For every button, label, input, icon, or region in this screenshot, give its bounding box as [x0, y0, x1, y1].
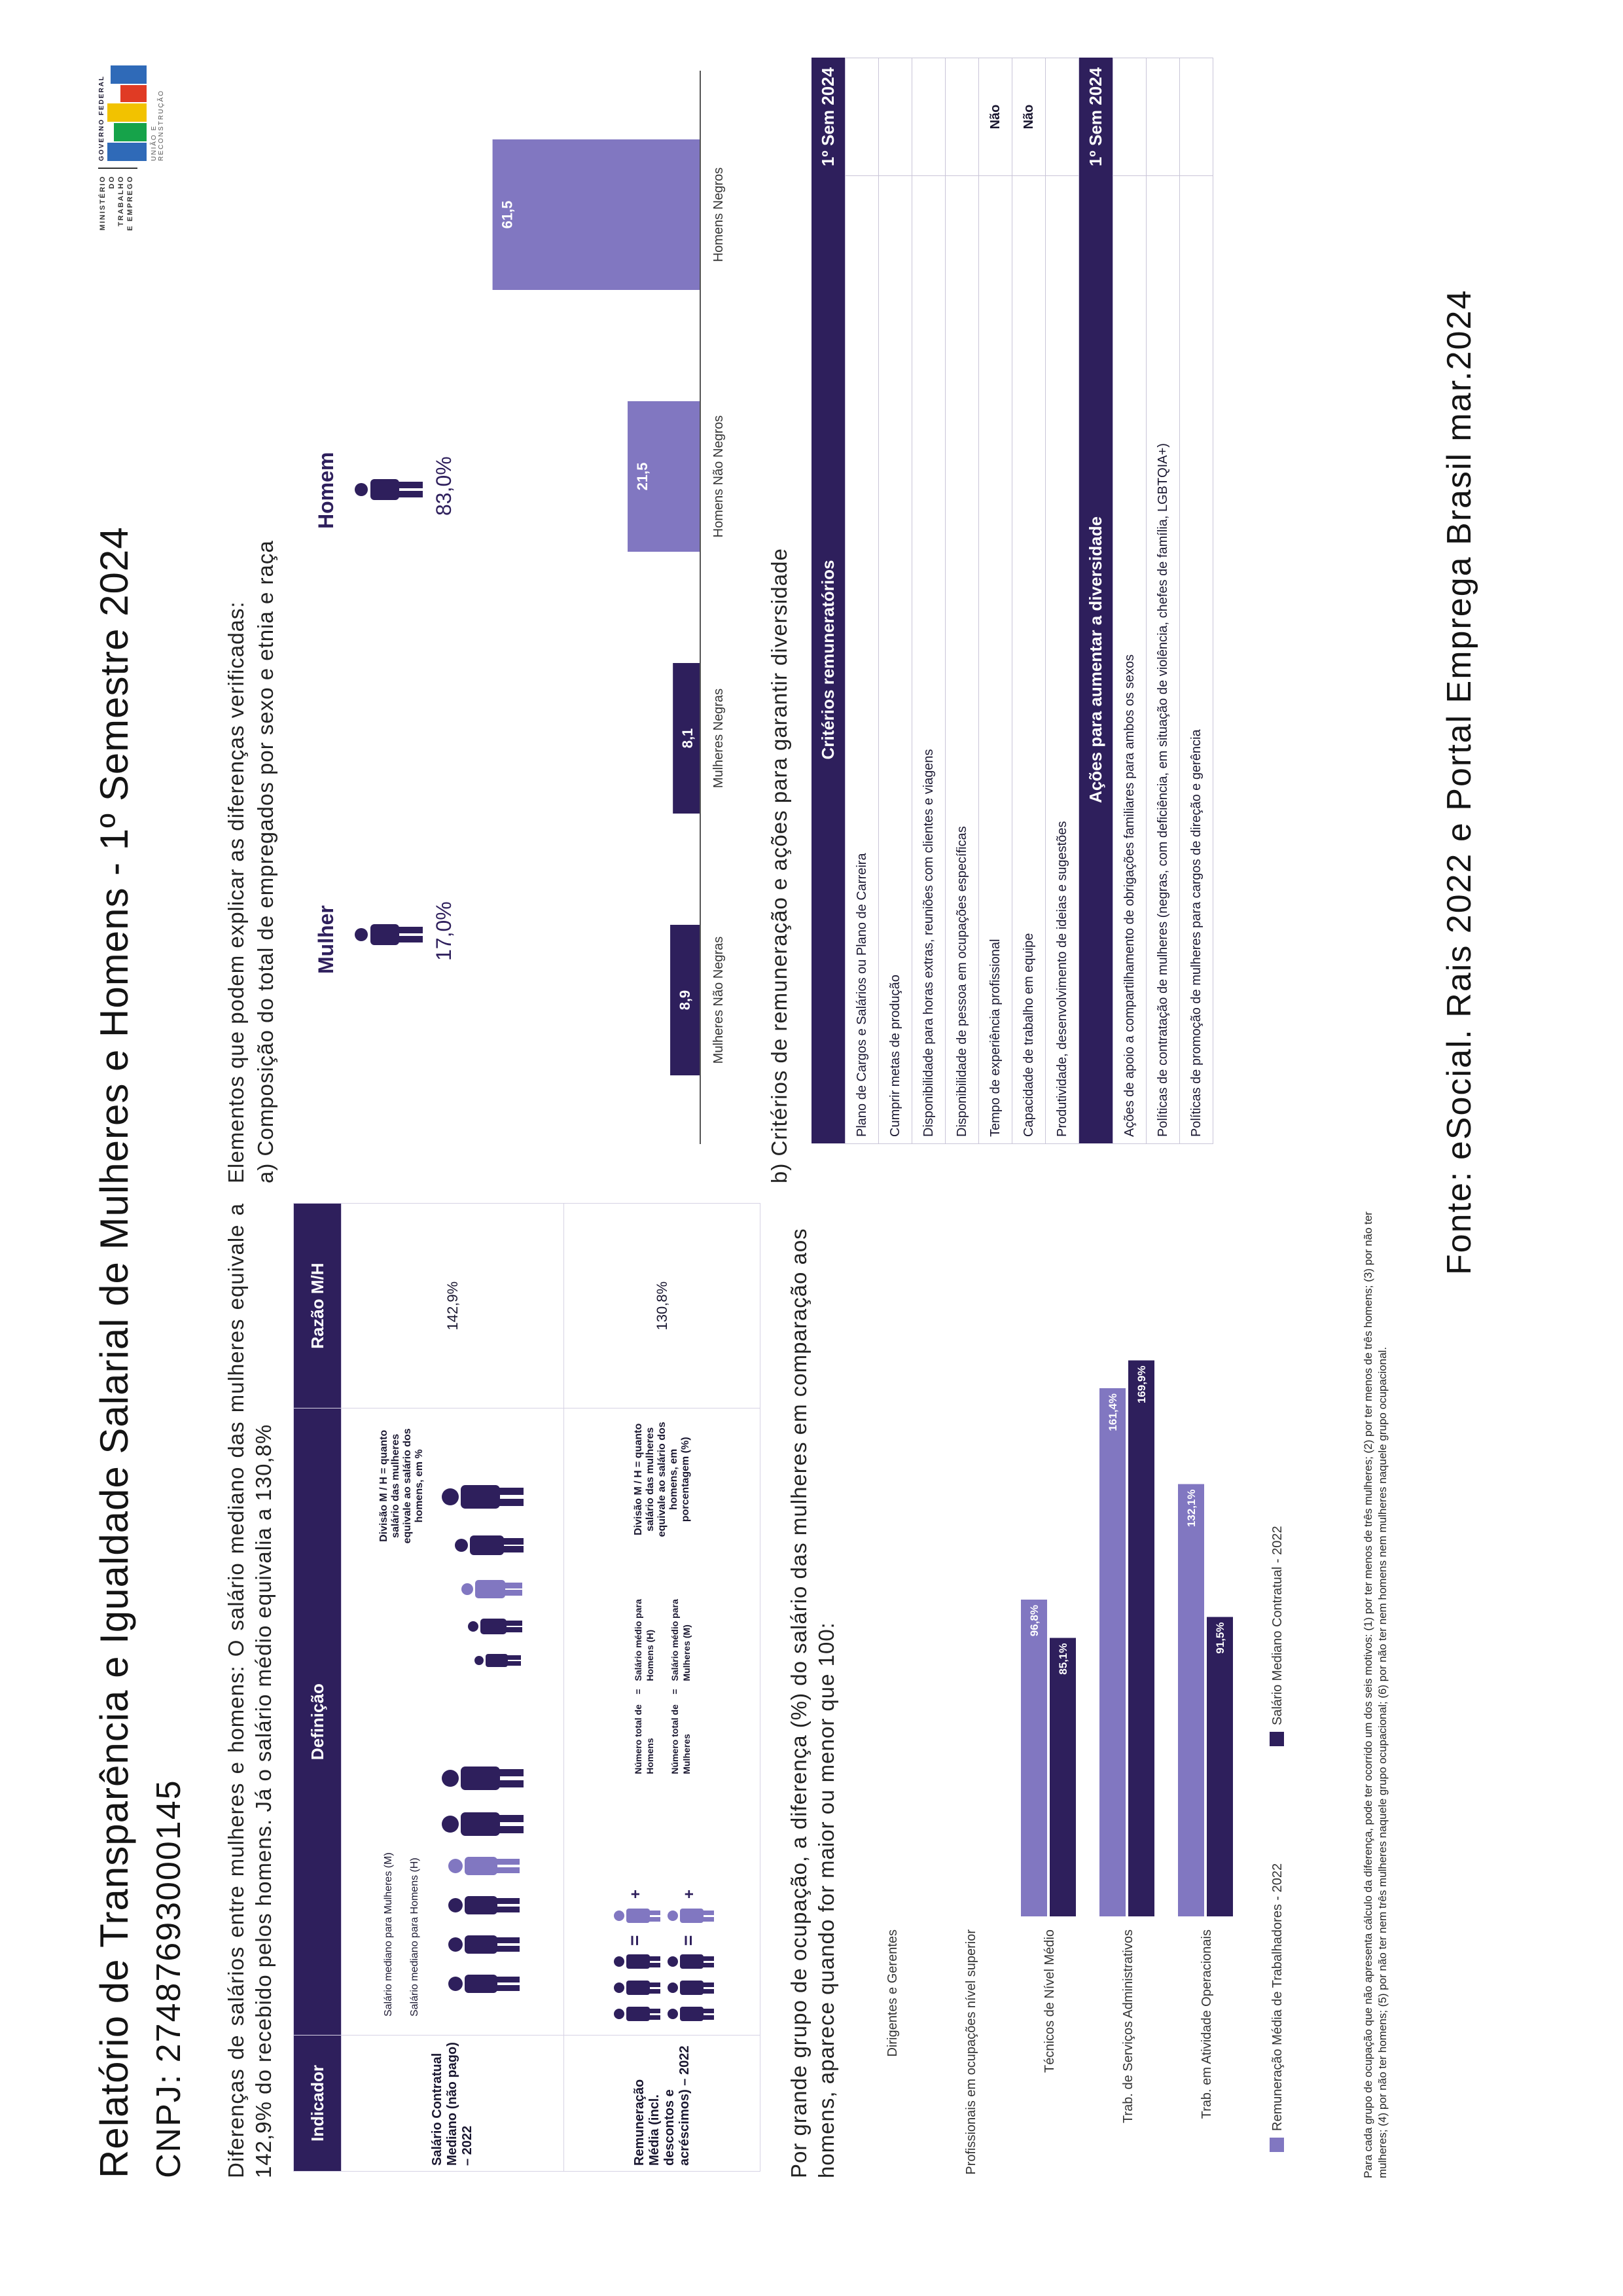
criteria-label: Tempo de experiência profissional: [979, 176, 1012, 1144]
svg-text:=: =: [624, 1935, 645, 1946]
category-label: Trab. em Atividade Operacionais: [1200, 1929, 1214, 2119]
bar-mean: [1099, 1388, 1126, 1916]
criteria-value: [879, 58, 912, 176]
ratio-mean: 130,8%: [564, 1204, 760, 1408]
ministry-label: MINISTÉRIO DO TRABALHO E EMPREGO: [99, 175, 134, 231]
category-label: Profissionais em ocupações nível superior: [964, 1929, 978, 2175]
criteria-row: [1046, 58, 1079, 1144]
bar-data-label: 91,5%: [1214, 1622, 1226, 1654]
gov-federal-label: GOVERNO FEDERAL: [98, 75, 105, 161]
action-label: Políticas de contratação de mulheres (negras, com deficiência, em situação de violência, chefes de família, LGBTQIA+): [1147, 176, 1180, 1144]
criteria-tables: [812, 58, 1213, 1144]
criteria-value: [946, 58, 979, 176]
brasil-wordmark-icon: [107, 63, 147, 161]
action-row: [1113, 58, 1147, 1144]
definition-mean: = = + + Número total de Homens = Salário médio para Homens (H) Número total de Mulheres = Salário médio para Mulheres (M) Divisão M / H = quanto salário das mulheres equivale ao salário dos homens, em porcentagem (%): [564, 1408, 760, 2036]
indicator-table: [293, 1203, 760, 2172]
criteria-value: [846, 58, 879, 176]
criteria-row: [846, 58, 879, 1144]
legend-swatch: [1270, 1732, 1284, 1746]
action-label: Ações de apoio a compartilhamento de obrigações familiares para ambos os sexos: [1113, 176, 1147, 1144]
bar-mean: [1178, 1484, 1204, 1917]
criteria-row: [879, 58, 912, 1144]
criteria-row: [912, 58, 946, 1144]
bar-data-label: 132,1%: [1185, 1489, 1198, 1528]
bar-median: [1050, 1638, 1076, 1917]
criteria-row: [1012, 58, 1046, 1144]
action-value: [1147, 58, 1180, 176]
female-label: Mulher: [314, 905, 338, 974]
bar-data-label: 169,9%: [1135, 1365, 1148, 1404]
svg-text:+: +: [680, 1890, 698, 1899]
composition-data-label: 8,9: [677, 990, 694, 1011]
page-title: Relatório de Transparência e Igualdade Salarial de Mulheres e Homens - 1º Semestre 2024: [92, 526, 136, 2178]
salary-difference-intro: Diferenças de salários entre mulheres e homens: O salário mediano das mulheres equivale a 142,9% do recebido pelos homens. Já o salário médio equivalia a 130,8%: [224, 1203, 276, 2178]
criteria-row: [946, 58, 979, 1144]
source-note: Fonte: eSocial. Rais 2022 e Portal Emprega Brasil mar.2024: [1440, 289, 1478, 1275]
criteria-value: [1046, 58, 1079, 176]
def-note-median: Divisão M / H = quanto salário das mulheres equivale ao salário dos homens, em %: [378, 1428, 425, 1544]
legend-label: Remuneração Média de Trabalhadores - 2022: [1270, 1863, 1285, 2131]
bar-median: [1207, 1617, 1233, 1917]
def-note-mean: Divisão M / H = quanto salário das mulheres equivale ao salário dos homens, em porcentagem (%): [632, 1422, 691, 1537]
logo-divider: [98, 168, 137, 169]
criteria-label: Capacidade de trabalho em equipe: [1012, 176, 1046, 1144]
actions-header: Ações para aumentar a diversidade: [1079, 176, 1113, 1144]
male-person-icon: [353, 470, 425, 509]
def-line-women: Salário mediano para Mulheres (M): [382, 1852, 394, 2017]
actions-sem-header: 1º Sem 2024: [1079, 58, 1113, 176]
criteria-label: Disponibilidade para horas extras, reuniões com clientes e viagens: [912, 176, 946, 1144]
bar-data-label: 85,1%: [1057, 1643, 1069, 1675]
government-logo: [98, 64, 203, 234]
male-percent: 83,0%: [432, 456, 455, 516]
action-value: [1180, 58, 1213, 176]
bar-median: [1128, 1361, 1154, 1917]
def-total-men: Número total de Homens: [632, 1704, 655, 1774]
composition-bar-chart: [478, 71, 753, 1144]
def-line-men: Salário mediano para Homens (H): [408, 1857, 420, 2017]
criteria-sem-header: 1º Sem 2024: [812, 58, 846, 176]
header-ratio: Razão M/H: [294, 1204, 342, 1408]
indicator-mean: Remuneração Média (incl. descontos e acréscimos) – 2022: [564, 2036, 760, 2172]
ratio-median: 142,9%: [342, 1204, 564, 1408]
action-value: [1113, 58, 1147, 176]
male-label: Homem: [314, 452, 338, 529]
footnote: Para cada grupo de ocupação que não apresenta cálculo da diferença, pode ter ocorrido um dos seis motivos: (1) por ter menos de três mulheres; (2) por ter menos de três homens; (3) por não ter mulheres; (4) por não ter homens; (5) por não ter nem três mulheres naquele grupo ocupacional; (6) por não ter nem homens nem mulheres naquele grupo ocupacional.: [1362, 1211, 1389, 2178]
criteria-label: Produtividade, desenvolvimento de ideias e sugestões: [1046, 176, 1079, 1144]
svg-text:+: +: [626, 1890, 645, 1899]
bar-data-label: 161,4%: [1107, 1393, 1119, 1431]
action-row: [1147, 58, 1180, 1144]
female-percent: 17,0%: [432, 901, 455, 961]
composition-category-label: Homens Negros: [711, 167, 726, 262]
def-mean-men: Salário médio para Homens (H): [632, 1599, 655, 1681]
composition-subheading: a) Composição do total de empregados por sexo e etnia e raça: [253, 540, 277, 1183]
criteria-value: Não: [979, 58, 1012, 176]
criteria-value: [912, 58, 946, 176]
composition-data-label: 61,5: [499, 200, 516, 229]
def-total-women: Número total de Mulheres: [669, 1704, 692, 1774]
criteria-value: Não: [1012, 58, 1046, 176]
composition-data-label: 8,1: [679, 728, 696, 749]
composition-bar: [493, 139, 700, 290]
occupation-bar-chart: [851, 1196, 1309, 2178]
people-icons-median: [428, 1434, 526, 2010]
criteria-row: [979, 58, 1012, 1144]
category-label: Trab. de Serviços Administrativos: [1121, 1929, 1135, 2124]
criteria-header: Critérios remuneratórios: [812, 176, 846, 1144]
criteria-heading: b) Critérios de remuneração e ações para garantir diversidade: [767, 548, 791, 1183]
header-definition: Definição: [294, 1408, 342, 2036]
tagline: UNIÃO E RECONSTRUÇÃO: [151, 89, 165, 161]
category-label: Dirigentes e Gerentes: [885, 1929, 900, 2057]
composition-category-label: Mulheres Não Negras: [711, 936, 726, 1064]
indicator-median: Salário Contratual Mediano (não pago) – 2022: [342, 2036, 564, 2172]
action-label: Políticas de promoção de mulheres para cargos de direção e gerência: [1180, 176, 1213, 1144]
people-sum-icons: [607, 1827, 718, 2023]
criteria-label: Plano de Cargos e Salários ou Plano de Carreira: [846, 176, 879, 1144]
female-person-icon: [353, 915, 425, 954]
actions-table: [1079, 58, 1213, 1144]
composition-data-label: 21,5: [634, 462, 651, 491]
definition-median: [342, 1408, 564, 2036]
criteria-label: Disponibilidade de pessoa em ocupações específicas: [946, 176, 979, 1144]
occupation-intro: Por grande grupo de ocupação, a diferença (%) do salário das mulheres em comparação aos homens, aparece quando for maior ou menor que 100:: [787, 1228, 838, 2178]
criteria-table: [812, 58, 1079, 1144]
cnpj: CNPJ: 27487693000145: [150, 1779, 188, 2178]
svg-text:=: =: [677, 1935, 698, 1946]
composition-category-label: Mulheres Negras: [711, 688, 726, 789]
def-mean-women: Salário médio para Mulheres (M): [669, 1599, 692, 1681]
bar-mean: [1021, 1600, 1047, 1916]
composition-heading: Elementos que podem explicar as diferenças verificadas:: [224, 601, 248, 1183]
legend-label: Salário Mediano Contratual - 2022: [1270, 1526, 1285, 1725]
legend-swatch: [1270, 2138, 1284, 2152]
category-label: Técnicos de Nível Médio: [1043, 1929, 1057, 2073]
action-row: [1180, 58, 1213, 1144]
composition-category-label: Homens Não Negros: [711, 415, 726, 538]
bar-data-label: 96,8%: [1028, 1605, 1041, 1637]
header-indicator: Indicador: [294, 2036, 342, 2172]
criteria-label: Cumprir metas de produção: [879, 176, 912, 1144]
